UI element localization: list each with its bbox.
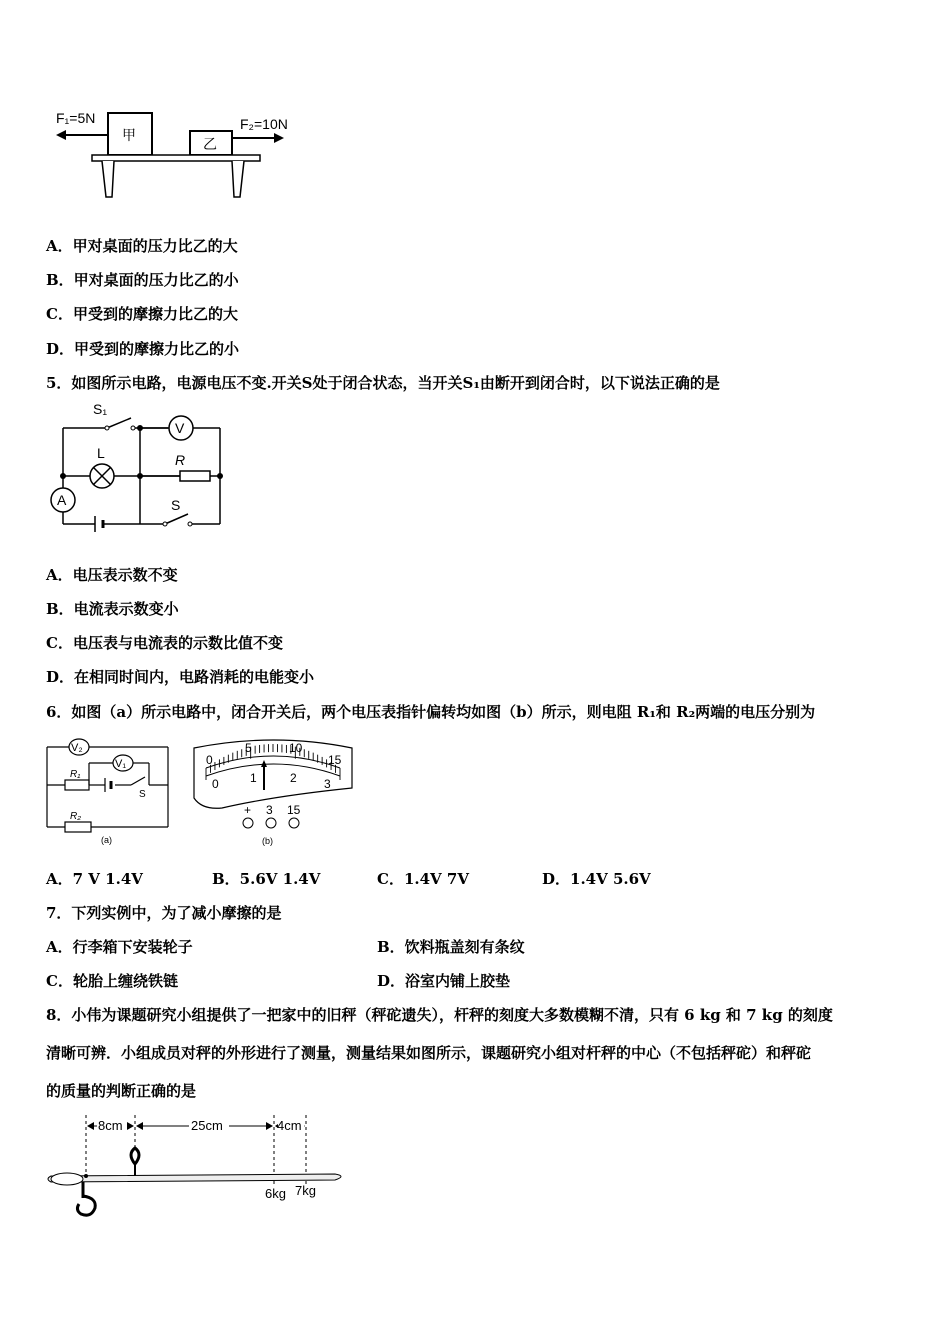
q7-option-c: C．轮胎上缠绕铁链 [46, 972, 178, 990]
q7-option-b: B．饮料瓶盖刻有条纹 [377, 938, 525, 956]
ammeter-label: A [57, 492, 67, 508]
bottom-scale-3: 3 [324, 777, 331, 791]
bottom-scale-2: 2 [290, 771, 297, 785]
q6-stem: 6．如图（a）所示电路中，闭合开关后，两个电压表指针偏转均如图（b）所示，则电阻 R₁和 R₂两端的电压分别为 [46, 703, 816, 721]
bottom-scale-0: 0 [212, 777, 219, 791]
dist-25cm: 25cm [191, 1118, 223, 1133]
q6-circuit-figure-a [45, 735, 180, 847]
f2-label: F₂=10N [240, 116, 288, 132]
v1-label: V₁ [115, 758, 127, 770]
dist-4cm: 4cm [277, 1118, 302, 1133]
q8-line1: 8．小伟为课题研究小组提供了一把家中的旧秤（秤砣遗失），杆秤的刻度大多数模糊不清，只有 6 kg 和 7 kg 的刻度 [46, 1006, 833, 1024]
block-yi-label: 乙 [203, 136, 217, 152]
q4-option-a: A．甲对桌面的压力比乙的大 [46, 237, 238, 255]
bottom-scale-1: 1 [250, 771, 257, 785]
q8-line3: 的质量的判断正确的是 [46, 1082, 197, 1100]
q5-option-b: B．电流表示数变小 [46, 600, 179, 618]
switch-s-label: S [171, 497, 181, 513]
q5-option-d: D．在相同时间内，电路消耗的电能变小 [46, 668, 315, 686]
resistor-label: R [175, 452, 186, 468]
q7-stem: 7．下列实例中，为了减小摩擦的是 [46, 904, 282, 922]
q4-option-b: B．甲对桌面的压力比乙的小 [46, 271, 239, 289]
top-scale-10: 10 [289, 741, 303, 755]
q6-option-c: C．1.4V 7V [377, 870, 469, 888]
steelyard-figure [45, 1110, 355, 1225]
q8-line2: 清晰可辨．小组成员对秤的外形进行了测量，测量结果如图所示，课题研究小组对杆秤的中心（不包括秤砣）和秤砣 [46, 1044, 812, 1062]
block-jia-label: 甲 [122, 127, 136, 143]
q7-option-a: A．行李箱下安装轮子 [46, 938, 193, 956]
dist-8cm: 8cm [98, 1118, 123, 1133]
f1-label: F₁=5N [56, 110, 96, 126]
top-scale-15: 15 [328, 753, 342, 767]
terminal-15: 15 [287, 803, 301, 817]
q7-option-d: D．浴室内铺上胶垫 [377, 972, 511, 990]
r1-label: R₁ [70, 769, 81, 780]
q4-option-c: C．甲受到的摩擦力比乙的大 [46, 305, 238, 323]
hook-icon [77, 1196, 95, 1215]
terminal-3: 3 [266, 803, 273, 817]
q5-option-a: A．电压表示数不变 [46, 566, 178, 584]
voltmeter-label: V [175, 420, 185, 436]
v2-label: V₂ [71, 742, 83, 754]
q4-option-d: D．甲受到的摩擦力比乙的小 [46, 340, 240, 358]
lamp-label: L [97, 445, 105, 461]
top-scale-5: 5 [245, 741, 252, 755]
table-top [92, 155, 260, 161]
q6-option-d: D．1.4V 5.6V [542, 870, 651, 888]
mark-6kg: 6kg [265, 1186, 286, 1201]
beam [48, 1174, 341, 1182]
s1-label: S₁ [93, 401, 108, 417]
q5-circuit-figure [45, 400, 235, 535]
top-scale-0: 0 [206, 753, 213, 767]
r2-label: R₂ [70, 811, 82, 822]
q6-option-b: B．5.6V 1.4V [212, 870, 321, 888]
caption-a: (a) [101, 835, 112, 845]
q5-stem: 5．如图所示电路，电源电压不变.开关S处于闭合状态，当开关S₁由断开到闭合时，以下说法正确的是 [46, 374, 720, 392]
q6-option-a: A．7 V 1.4V [46, 870, 143, 888]
terminal-plus: + [244, 803, 252, 817]
table-figure [50, 105, 310, 205]
caption-b: (b) [262, 836, 273, 846]
switch-s-label: S [139, 789, 146, 800]
q5-option-c: C．电压表与电流表的示数比值不变 [46, 634, 283, 652]
mark-7kg: 7kg [295, 1183, 316, 1198]
q6-meter-figure-b [192, 738, 357, 848]
